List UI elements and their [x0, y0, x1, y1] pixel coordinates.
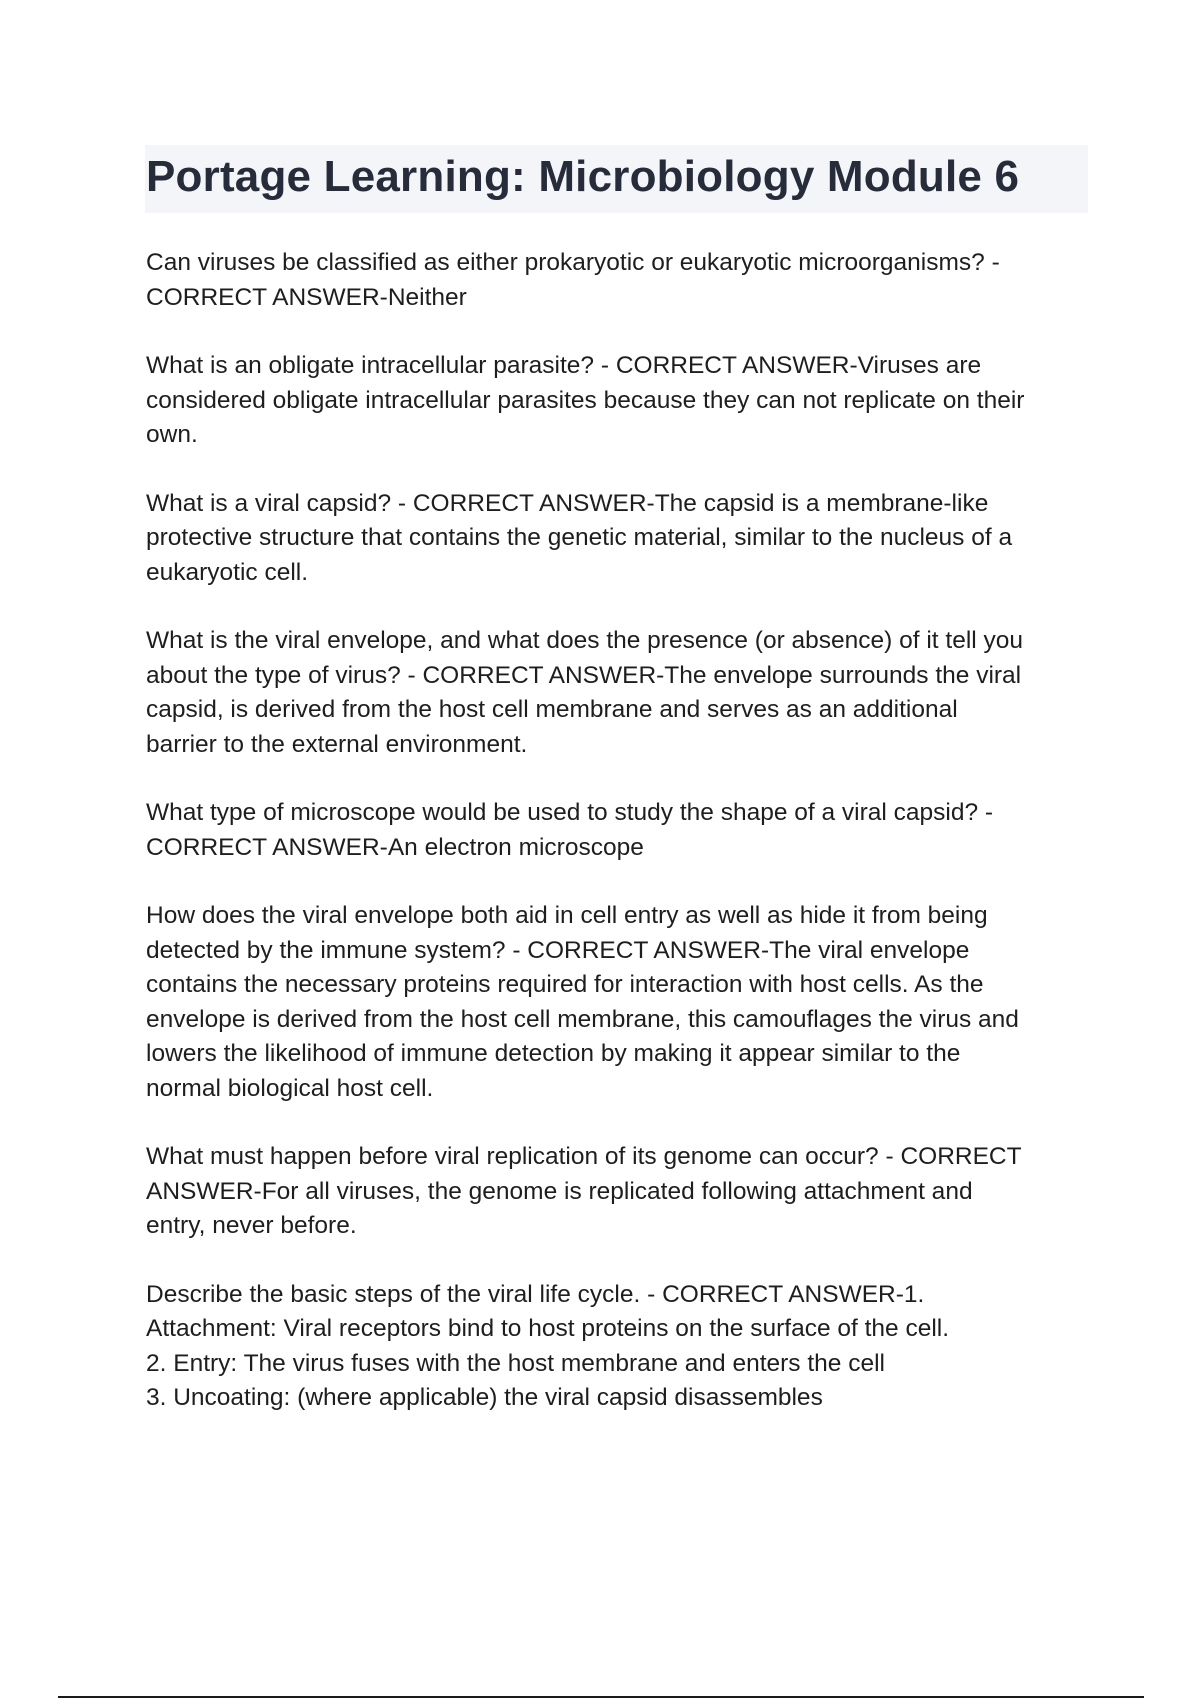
qa-entry [146, 899, 1091, 1106]
qa-line: capsid, is derived from the host cell membrane and serves as an additional [146, 696, 958, 723]
qa-line: about the type of virus? - CORRECT ANSWER-The envelope surrounds the viral [146, 661, 1022, 689]
qa-list [146, 246, 1091, 1450]
qa-line: detected by the immune system? - CORRECT ANSWER-The viral envelope [146, 936, 970, 964]
qa-line: protective structure that contains the genetic material, similar to the nucleus of a [146, 524, 1013, 551]
qa-entry [146, 487, 1091, 591]
page-title: Portage Learning: Microbiology Module 6 [146, 152, 1020, 201]
qa-line: 2. Entry: The virus fuses with the host membrane and enters the cell [146, 1349, 885, 1377]
qa-line: CORRECT ANSWER-An electron microscope [146, 833, 644, 861]
qa-line: Can viruses be classified as either prokaryotic or eukaryotic microorganisms? - [146, 249, 1000, 276]
qa-line: eukaryotic cell. [146, 558, 309, 586]
qa-entry [146, 624, 1091, 762]
qa-entry [146, 246, 1091, 315]
qa-entry [146, 1278, 1091, 1416]
qa-line: lowers the likelihood of immune detection by making it appear similar to the [146, 1040, 961, 1067]
qa-line: What must happen before viral replication of its genome can occur? - CORRECT [146, 1143, 1022, 1170]
qa-entry [146, 1140, 1091, 1244]
qa-line: ANSWER-For all viruses, the genome is replicated following attachment and [146, 1177, 973, 1205]
qa-line: 3. Uncoating: (where applicable) the viral capsid disassembles [146, 1384, 823, 1411]
qa-line: How does the viral envelope both aid in cell entry as well as hide it from being [146, 902, 988, 929]
footer-divider [58, 1696, 1144, 1698]
qa-line: own. [146, 421, 198, 448]
qa-line: normal biological host cell. [146, 1074, 434, 1102]
qa-entry [146, 796, 1091, 865]
qa-line: considered obligate intracellular parasites because they can not replicate on their [146, 386, 1025, 414]
qa-line: envelope is derived from the host cell membrane, this camouflages the virus and [146, 1005, 1019, 1033]
qa-line: What type of microscope would be used to study the shape of a viral capsid? - [146, 799, 994, 826]
qa-line: What is the viral envelope, and what does the presence (or absence) of it tell you [146, 627, 1024, 654]
qa-line: What is a viral capsid? - CORRECT ANSWER-The capsid is a membrane-like [146, 489, 989, 517]
qa-line: entry, never before. [146, 1212, 357, 1239]
qa-line: What is an obligate intracellular parasite? - CORRECT ANSWER-Viruses are [146, 352, 982, 379]
qa-line: Describe the basic steps of the viral life cycle. - CORRECT ANSWER-1. [146, 1280, 925, 1308]
qa-entry [146, 349, 1091, 453]
qa-line: contains the necessary proteins required for interaction with host cells. As the [146, 971, 984, 998]
qa-line: Attachment: Viral receptors bind to host proteins on the surface of the cell. [146, 1315, 950, 1342]
qa-line: barrier to the external environment. [146, 730, 528, 758]
qa-line: CORRECT ANSWER-Neither [146, 283, 467, 311]
